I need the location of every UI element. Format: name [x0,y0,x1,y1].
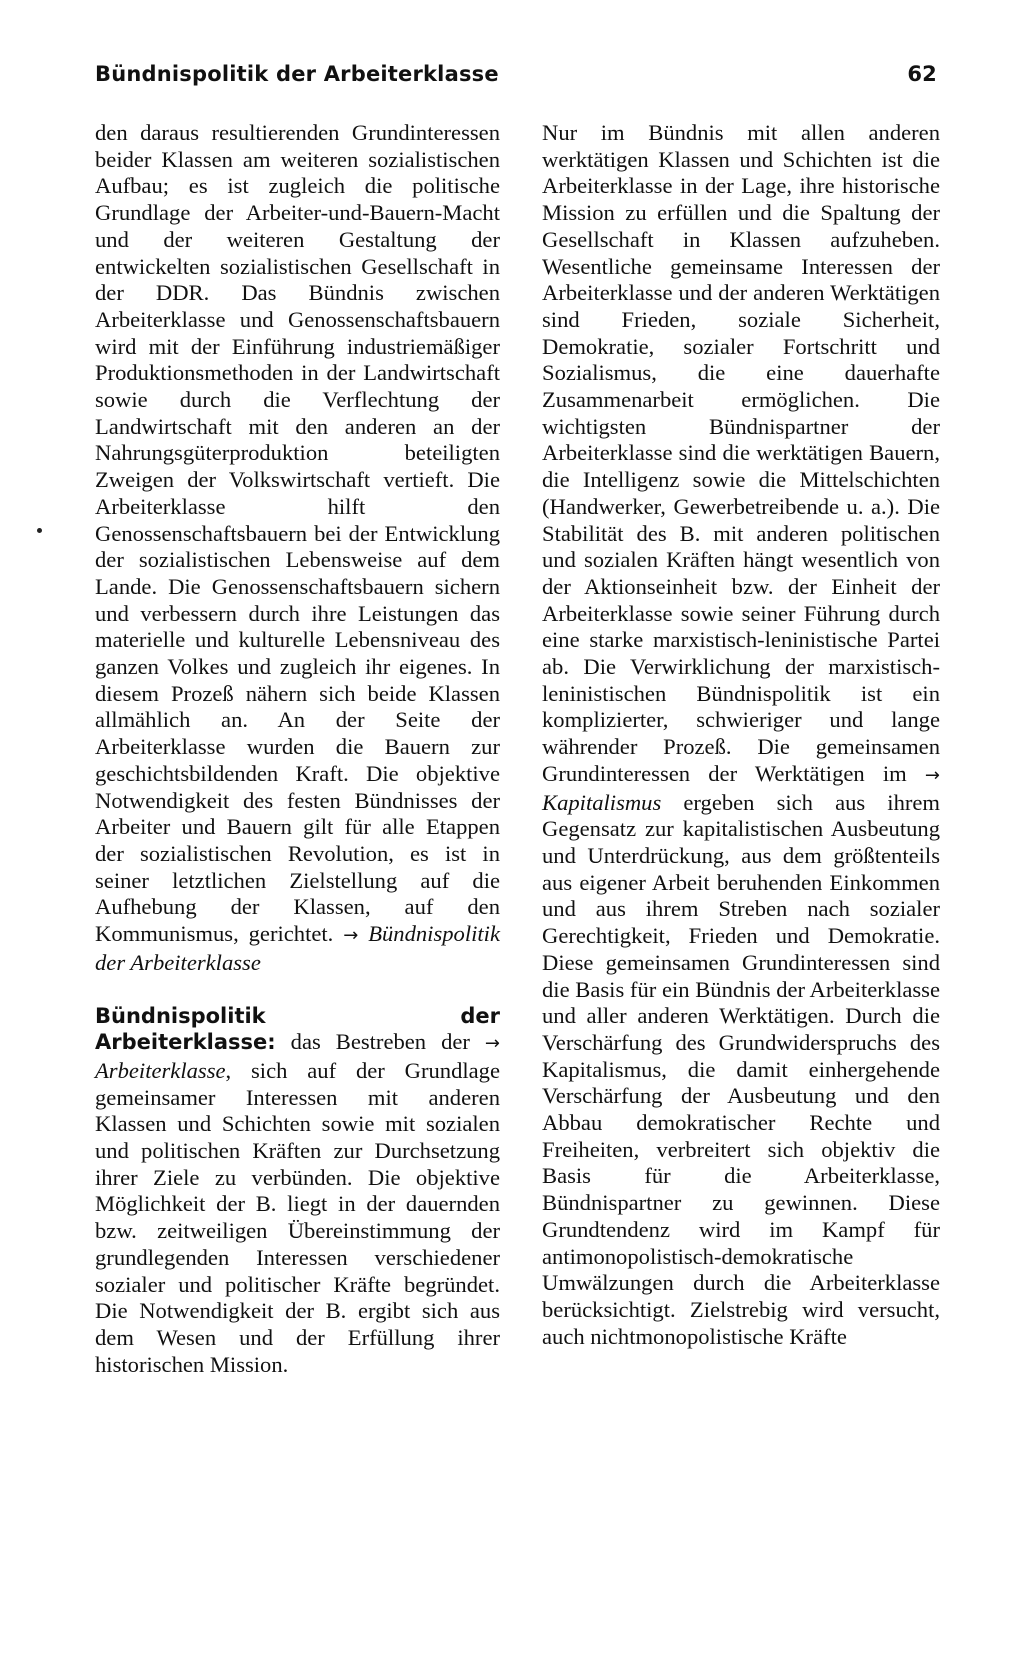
cross-reference: Arbeiterklasse [95,1057,226,1083]
margin-dot [37,528,42,533]
cross-reference-arrow: → [924,764,940,786]
entry-continuation-text-2: ergeben sich aus ihrem Gegensatz zur kapitalistischen Ausbeutung und Unterdrückung, aus dem größtenteils aus eigener Arbeit beruhenden Einkommen und aus ihrem Streben nach sozialer Gerechtigkeit, Frieden und Demokratie. Diese gemeinsamen Grundinteressen sind die Basis für ein Bündnis der Arbeiterklasse und aller anderen Werktätigen. Durch die Verschärfung des Grundwiderspruchs des Kapitalismus, die damit einhergehende Verschärfung der Ausbeutung und den Abbau demokratischer Rechte und Freiheiten, verbreitert sich objektiv die Basis für die Arbeiterklasse, Bündnispartner zu gewinnen. Diese Grundtendenz wird im Kampf für antimonopolistisch-demokratische Umwälzungen durch die Arbeiterklasse berücksichtigt. Zielstrebig wird versucht, auch nichtmonopolistische Kräfte [542,789,940,1349]
continued-paragraph [95,120,500,977]
cross-reference-arrow: → [343,925,359,947]
entry-continuation [542,120,940,1350]
left-column [95,120,500,1378]
running-head [95,62,937,102]
running-head-title: Bündnispolitik der Arbeiterklasse [95,62,499,86]
cross-reference: Bündnispolitik der Arbeiterklasse [95,921,500,975]
entry-text: das Bestreben der [290,1029,470,1055]
page-number: 62 [907,62,937,86]
entry-continuation-text: Nur im Bündnis mit allen anderen werktätigen Klassen und Schichten ist die Arbeiterklasse in der Lage, ihre historische Mission zu erfüllen und die Spaltung der Gesellschaft in Klassen aufzuheben. Wesentliche gemeinsame Interessen der Arbeiterklasse und der anderen Werktätigen sind Frieden, soziale Sicherheit, Demokratie, sozialer Fortschritt und Sozialismus, die eine dauerhafte Zusammenarbeit ermöglichen. Die wichtigsten Bündnispartner der Arbeiterklasse sind die werktätigen Bauern, die Intelligenz sowie die Mittelschichten (Handwerker, Gewerbetreibende u. a.). Die Stabilität des B. mit anderen politischen und sozialen Kräften hängt wesentlich von der Aktionseinheit bzw. der Einheit der Arbeiterklasse sowie seiner Führung durch eine starke marxistisch-leninistische Partei ab. Die Verwirklichung der marxistisch-leninistischen Bündnispolitik ist ein komplizierter, schwieriger und lange währender Prozeß. Die gemeinsamen Grundinteressen der Werktätigen im [542,120,940,786]
continued-paragraph-text: den daraus resultierenden Grundinteressen beider Klassen am weiteren sozialistischen Aufbau; es ist zugleich die politische Grundlage der Arbeiter-und-Bauern-Macht und der weiteren Gestaltung der entwickelten sozialistischen Gesellschaft in der DDR. Das Bündnis zwischen Arbeiterklasse und Genossenschaftsbauern wird mit der Einführung industriemäßiger Produktionsmethoden in der Landwirtschaft sowie durch die Verflechtung der Landwirtschaft mit den anderen an der Nahrungsgüterproduktion beteiligten Zweigen der Volkswirtschaft vertieft. Die Arbeiterklasse hilft den Genossenschaftsbauern bei der Entwicklung der sozialistischen Lebensweise auf dem Lande. Die Genossenschaftsbauern sichern und verbessern durch ihre Leistungen das materielle und kulturelle Lebensniveau des ganzen Volkes und zugleich ihr eigenes. In diesem Prozeß nähern sich beide Klassen allmählich an. An der Seite der Arbeiterklasse wurden die Bauern zur geschichtsbildenden Kraft. Die objektive Notwendigkeit des festen Bündnisses der Arbeiter und Bauern gilt für alle Etappen der sozialistischen Revolution, es ist in seiner letztlichen Zielstellung auf die Aufhebung der Klassen, auf den Kommunismus, gerichtet. [95,120,500,947]
cross-reference: Kapitalismus [542,789,662,815]
entry-headword: Bündnispolitik der Arbeiterklasse: [95,1003,500,1055]
entry-text-continued: , sich auf der Grundlage gemeinsamer Interessen mit anderen Klassen und Schichten sowie mit sozialen und politischen Kräften zur Durchsetzung ihrer Ziele zu verbünden. Die objektive Möglichkeit der B. liegt in der dauernden bzw. zeitweiligen Übereinstimmung der grundlegenden Interessen verschiedener sozialer und politischer Kräfte begründet. Die Notwendigkeit der B. ergibt sich aus dem Wesen und der Erfüllung ihrer historischen Mission. [95,1057,500,1377]
cross-reference-arrow: → [484,1033,500,1055]
right-column [542,120,940,1350]
dictionary-entry [95,1003,500,1379]
